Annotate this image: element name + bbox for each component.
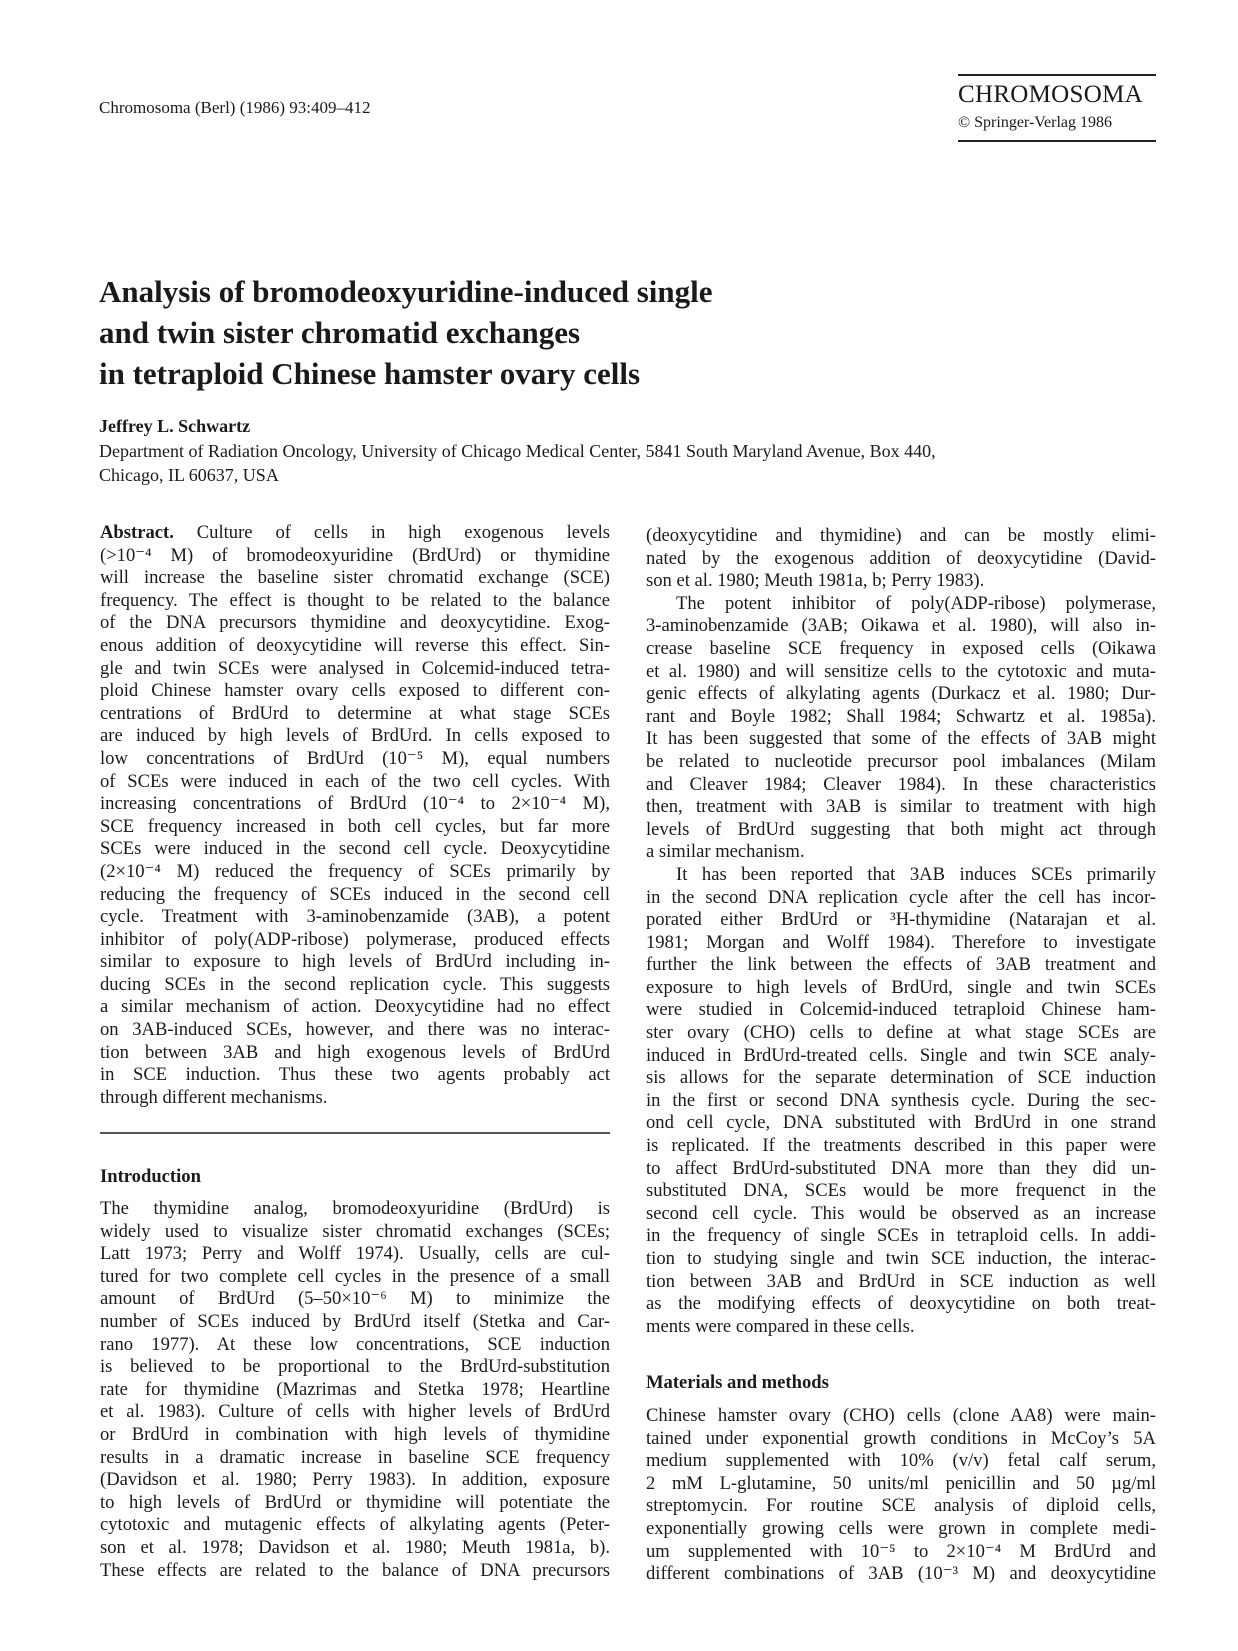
text-line: It has been reported that 3AB induces SCEs primarily	[676, 863, 1156, 885]
text-line: nated by the exogenous addition of deoxycytidine (David-	[646, 547, 1156, 569]
text-line: (2×10⁻⁴ M) reduced the frequency of SCEs primarily by	[100, 860, 610, 882]
text-line: in SCE induction. Thus these two agents probably act	[100, 1064, 610, 1086]
text-line: These effects are related to the balance of DNA precursors	[100, 1559, 610, 1581]
text-line: 2 mM L-glutamine, 50 units/ml penicillin and 50 µg/ml	[646, 1472, 1156, 1494]
text-line: crease baseline SCE frequency in exposed cells (Oikawa	[646, 637, 1156, 659]
text-line: (>10⁻⁴ M) of bromodeoxyuridine (BrdUrd) or thymidine	[100, 544, 610, 566]
text-line: exposure to high levels of BrdUrd, single and twin SCEs	[646, 976, 1156, 998]
text-line: frequency. The effect is thought to be related to the balance	[100, 589, 610, 611]
methods-text	[646, 1405, 1156, 1586]
copyright-notice: © Springer-Verlag 1986	[958, 114, 1113, 131]
text-line: will increase the baseline sister chromatid exchange (SCE)	[100, 567, 610, 589]
text-line: SCEs were induced in the second cell cycle. Deoxycytidine	[100, 838, 610, 860]
text-line: genic effects of alkylating agents (Durkacz et al. 1980; Dur-	[646, 683, 1156, 705]
text-line: ploid Chinese hamster ovary cells exposed to different con-	[100, 680, 610, 702]
text-line: SCE frequency increased in both cell cycles, but far more	[100, 815, 610, 837]
introduction-text-right	[646, 525, 1156, 1338]
text-line: substituted DNA, SCEs would be more frequenct in the	[646, 1180, 1156, 1202]
text-line: as the modifying effects of deoxycytidine on both treat-	[646, 1293, 1156, 1315]
text-line: further the link between the effects of 3AB treatment and	[646, 954, 1156, 976]
text-line: Latt 1973; Perry and Wolff 1974). Usually, cells are cul-	[100, 1243, 610, 1265]
text-line: different combinations of 3AB (10⁻³ M) and deoxycytidine	[646, 1563, 1156, 1585]
abstract-label: Abstract.	[100, 522, 174, 543]
text-line: a similar mechanism.	[646, 841, 805, 863]
methods-heading: Materials and methods	[646, 1372, 829, 1393]
text-line: porated either BrdUrd or ³H-thymidine (Natarajan et al.	[646, 909, 1156, 931]
text-line: sis allows for the separate determination of SCE induction	[646, 1067, 1156, 1089]
text-line: be related to nucleotide precursor pool imbalances (Milam	[646, 750, 1156, 772]
text-line: second cell cycle. This would be observed as an increase	[646, 1202, 1156, 1224]
text-line: is replicated. If the treatments described in this paper were	[646, 1135, 1156, 1157]
journal-name: CHROMOSOMA	[958, 81, 1143, 108]
text-line: tion to studying single and twin SCE induction, the interac-	[646, 1248, 1156, 1269]
text-line: or BrdUrd in combination with high levels of thymidine	[100, 1423, 610, 1445]
title-line: in tetraploid Chinese hamster ovary cells	[99, 356, 641, 391]
text-line: induced in BrdUrd-treated cells. Single and twin SCE analy-	[646, 1044, 1156, 1066]
text-line: 3-aminobenzamide (3AB; Oikawa et al. 1980), will also in-	[646, 615, 1156, 637]
text-line: gle and twin SCEs were analysed in Colcemid-induced tetra-	[100, 657, 610, 679]
text-line: um supplemented with 10⁻⁵ to 2×10⁻⁴ M BrdUrd and	[646, 1540, 1156, 1562]
text-line: of the DNA precursors thymidine and deoxycytidine. Exog-	[100, 612, 610, 634]
text-line: streptomycin. For routine SCE analysis of diploid cells,	[646, 1495, 1156, 1517]
introduction-text-left	[100, 1198, 610, 1582]
text-line: number of SCEs induced by BrdUrd itself (Stetka and Car-	[100, 1310, 610, 1332]
text-line: to high levels of BrdUrd or thymidine will potentiate the	[100, 1491, 610, 1513]
text-line: results in a dramatic increase in baseline SCE frequency	[100, 1446, 610, 1468]
text-line: (Davidson et al. 1980; Perry 1983). In addition, exposure	[100, 1469, 610, 1491]
text-line: (deoxycytidine and thymidine) and can be mostly elimi-	[646, 525, 1156, 546]
text-line: exponentially growing cells were grown in complete medi-	[646, 1517, 1156, 1539]
text-line: ster ovary (CHO) cells to define at what stage SCEs are	[646, 1022, 1156, 1044]
abstract	[100, 522, 610, 1109]
text-line: in the frequency of single SCEs in tetraploid cells. In addi-	[646, 1225, 1156, 1247]
running-head: Chromosoma (Berl) (1986) 93:409–412	[99, 98, 371, 117]
text-line: son et al. 1978; Davidson et al. 1980; Meuth 1981a, b).	[100, 1536, 610, 1558]
text-line: tion between 3AB and BrdUrd in SCE induction as well	[646, 1270, 1156, 1292]
text-line: in the second DNA replication cycle after the cell has incor-	[646, 886, 1156, 908]
text-line: centrations of BrdUrd to determine at what stage SCEs	[100, 702, 610, 724]
text-line: through different mechanisms.	[100, 1086, 328, 1108]
affiliation-line: Department of Radiation Oncology, University of Chicago Medical Center, 5841 South Maryland Avenue, Box 440,	[99, 441, 936, 461]
text-line: low concentrations of BrdUrd (10⁻⁵ M), equal numbers	[100, 747, 610, 769]
text-line: tured for two complete cell cycles in the presence of a small	[100, 1265, 610, 1287]
text-line: et al. 1983). Culture of cells with higher levels of BrdUrd	[100, 1401, 610, 1423]
author-affiliation	[99, 439, 936, 487]
text-line: widely used to visualize sister chromatid exchanges (SCEs;	[100, 1220, 610, 1242]
text-line: tained under exponential growth conditions in McCoy’s 5A	[646, 1427, 1156, 1449]
text-line: cycle. Treatment with 3-aminobenzamide (3AB), a potent	[100, 906, 610, 928]
text-line: It has been suggested that some of the effects of 3AB might	[646, 728, 1156, 750]
text-line: and Cleaver 1984; Cleaver 1984). In these characteristics	[646, 773, 1156, 795]
title-line: and twin sister chromatid exchanges	[99, 315, 581, 350]
text-line	[100, 522, 610, 545]
text-line: ments were compared in these cells.	[646, 1315, 915, 1337]
text-line: ond cell cycle, DNA substituted with BrdUrd in one strand	[646, 1112, 1156, 1134]
author-name: Jeffrey L. Schwartz	[99, 416, 251, 436]
title-line: Analysis of bromodeoxyuridine-induced single	[99, 274, 713, 309]
text-line: reducing the frequency of SCEs induced in the second cell	[100, 883, 610, 905]
text-line: tion between 3AB and high exogenous levels of BrdUrd	[100, 1041, 610, 1063]
text-line: et al. 1980) and will sensitize cells to the cytotoxic and muta-	[646, 660, 1156, 682]
text-line: The thymidine analog, bromodeoxyuridine (BrdUrd) is	[100, 1198, 610, 1219]
text-line: levels of BrdUrd suggesting that both might act through	[646, 818, 1156, 840]
text-line: on 3AB-induced SCEs, however, and there was no interac-	[100, 1019, 610, 1041]
text-line: is believed to be proportional to the BrdUrd-substitution	[100, 1356, 610, 1378]
text-line: The potent inhibitor of poly(ADP-ribose) polymerase,	[676, 592, 1156, 614]
text-line: similar to exposure to high levels of BrdUrd including in-	[100, 951, 610, 973]
text-line: enous addition of deoxycytidine will reverse this effect. Sin-	[100, 634, 610, 656]
article-title	[99, 271, 713, 394]
text-line: amount of BrdUrd (5–50×10⁻⁶ M) to minimize the	[100, 1288, 610, 1310]
text-line: rano 1977). At these low concentrations, SCE induction	[100, 1333, 610, 1355]
journal-masthead	[958, 74, 1156, 142]
text-line: ducing SCEs in the second replication cycle. This suggests	[100, 973, 610, 995]
text-line: son et al. 1980; Meuth 1981a, b; Perry 1983).	[646, 570, 985, 592]
text-line: a similar mechanism of action. Deoxycytidine had no effect	[100, 996, 610, 1018]
text-line: Chinese hamster ovary (CHO) cells (clone AA8) were main-	[646, 1405, 1156, 1426]
text-line: of SCEs were induced in each of the two cell cycles. With	[100, 770, 610, 792]
text-line: to affect BrdUrd-substituted DNA more than they did un-	[646, 1157, 1156, 1179]
text-line: then, treatment with 3AB is similar to treatment with high	[646, 796, 1156, 818]
text-line: cytotoxic and mutagenic effects of alkylating agents (Peter-	[100, 1514, 610, 1536]
text-line: rate for thymidine (Mazrimas and Stetka 1978; Heartline	[100, 1378, 610, 1400]
text-line: were studied in Colcemid-induced tetraploid Chinese ham-	[646, 999, 1156, 1021]
affiliation-line: Chicago, IL 60637, USA	[99, 465, 279, 485]
introduction-heading: Introduction	[100, 1166, 201, 1187]
text-line: rant and Boyle 1982; Shall 1984; Schwartz et al. 1985a).	[646, 705, 1156, 727]
abstract-first-line: Culture of cells in high exogenous levels	[196, 522, 610, 543]
text-line: are induced by high levels of BrdUrd. In cells exposed to	[100, 725, 610, 747]
text-line: inhibitor of poly(ADP-ribose) polymerase, produced effects	[100, 928, 610, 950]
text-line: in the first or second DNA synthesis cycle. During the sec-	[646, 1089, 1156, 1111]
section-divider	[100, 1132, 610, 1134]
text-line: 1981; Morgan and Wolff 1984). Therefore to investigate	[646, 931, 1156, 953]
text-line: medium supplemented with 10% (v/v) fetal calf serum,	[646, 1450, 1156, 1472]
text-line: increasing concentrations of BrdUrd (10⁻⁴ to 2×10⁻⁴ M),	[100, 793, 610, 815]
